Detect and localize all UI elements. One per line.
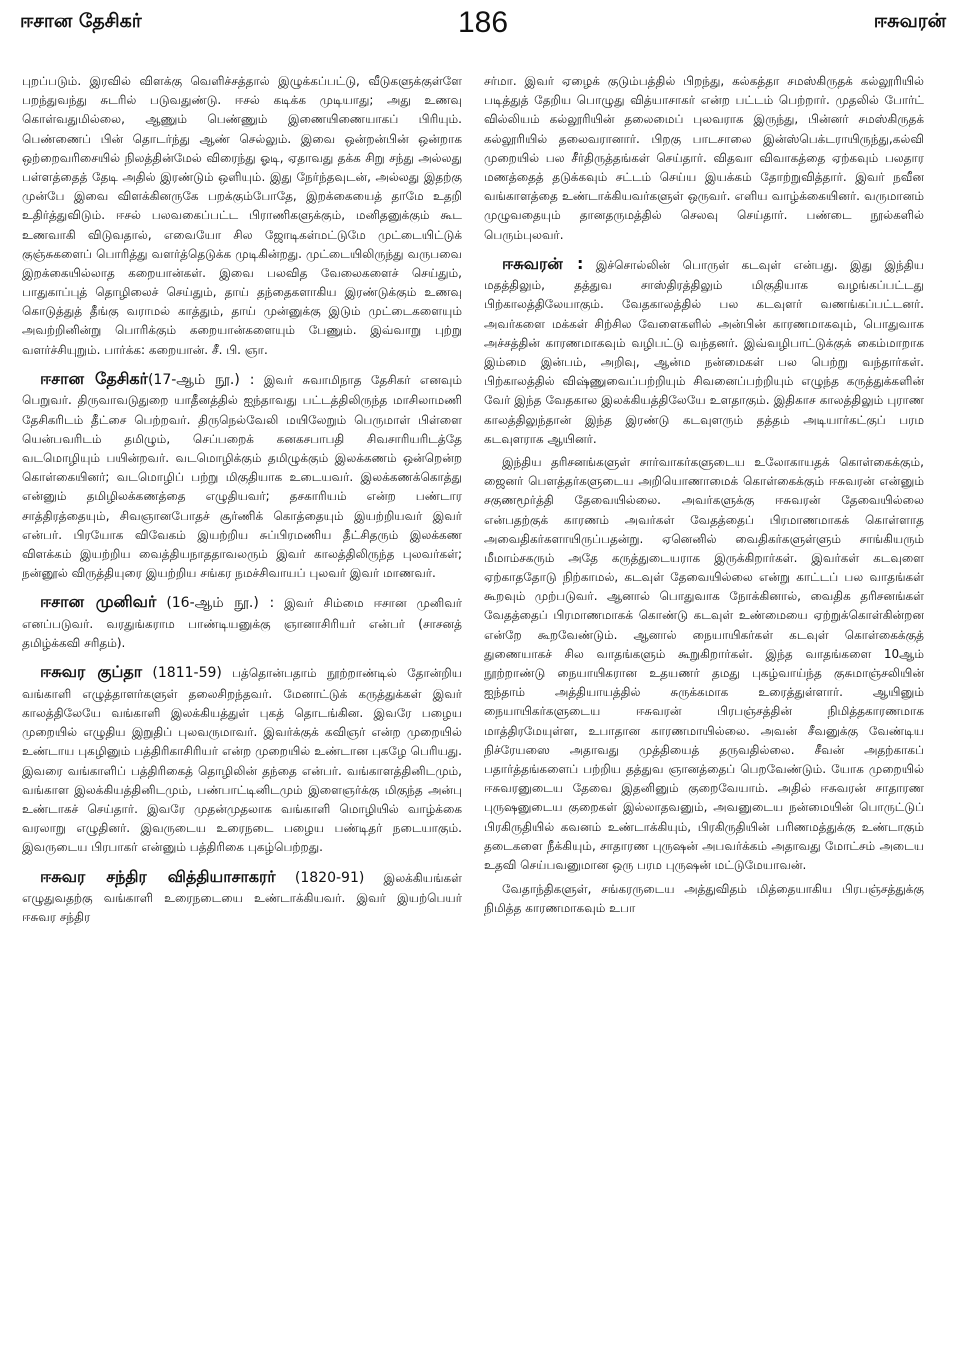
entry-headword: ஈசான முனிவர் xyxy=(40,592,157,612)
entry-headword: ஈசுவரன் : xyxy=(502,253,584,273)
right-column xyxy=(484,72,924,1357)
running-head-right: ஈசுவரன் xyxy=(873,10,946,32)
entry-date: (17-ஆம் நூ.) : xyxy=(147,371,255,388)
entry-isvara-chandra-vidyasagar xyxy=(22,864,462,928)
entry-isvara-gupta xyxy=(22,659,462,857)
entry-body: இச்சொல்லின் பொருள் கடவுள் என்பது. இது இந்திய மதத்திலும், தத்துவ சாஸ்திரத்திலும் மிகுதியாக வழங்கப்பட்டது பிற்காலத்திலேயாகும். வேதகாலத்தில் பல கடவுளர் வணங்கப்பட்டனர். அவர்களை மக்கள் சிற்சில வேளைகளில் அன்பின் காரணமாகவும், பொதுவாக அச்சத்தின் காரணமாகவும் வழிபட்டு வந்தனர். இவ்வழிபாட்டுக்குக் கைம்மாறாக இம்மை இன்பம், அறிவு, ஆன்ம நன்மைகள் பல பெற்று வந்தார்கள். பிற்காலத்தில் விஷ்ணுவைப்பற்றியும் சிவனைப்பற்றியும் எழுந்த கருத்துக்களின் வேர் இந்த வேதகால இலக்கியத்திலேயே உளதாகும். இதிகாச காலத்திலும் புராண காலத்திலுந்தான் இந்த இரண்டு கடவுளரும் தத்தம் அடியார்கட்குப் பரம கடவுளராக ஆயினர். xyxy=(484,257,924,446)
entry-date: (16-ஆம் நூ.) : xyxy=(166,595,275,612)
continued-paragraph: புறப்படும். இரவில் விளக்கு வெளிச்சத்தால் இழுக்கப்பட்டு, வீடுகளுக்குள்ளே பறந்துவந்து சுடரில் படுவதுண்டு. ஈசல் கடிக்க முடியாது; அது உணவு கொள்வதுமில்லை, ஆணும் பெண்ணும் இணையிணையாகப் பிரியும். பெண்ணைப் பின் தொடர்ந்து ஆண் செல்லும். இவை ஒன்றன்பின் ஒன்றாக ஒற்றைவரிசையில் நிலத்தின்மேல் விரைந்து ஓடி, ஏதாவது தக்க சிறு சந்து அல்லது பள்ளத்தைத் தேடி அதில் இரண்டும் ஒளியும். இது நேர்ந்தவுடன், அல்லது இதற்கு முன்பே இவை விளக்கினருகே பறக்கும்போதே, இறக்கையைத் தாமே உதறி உதிர்த்துவிடும். ஈசல் பலவகைப்பட்ட பிராணிகளுக்கும், மனிதனுக்கும் கூட உணவாகி விடுவதால், எவையோ சில ஜோடிகள்மட்டுமே முட்டையிட்டுக் குஞ்சுகளைப் பொரித்து வளர்த்தெடுக்க முடிகின்றது. முட்டையிலிருந்து வருபவை இறக்கையில்லாத கறையான்கள். இவை பலவித வேலைகளைச் செய்தும், பாதுகாப்புத் தொழிலைச் செய்தும், தாய் தந்தைகளாகிய இரண்டுக்கும் உணவு கொடுத்துத் தீங்கு வராமல் காத்தும், தாய் முன்னுக்கு இடும் முட்டைகளையும் அவற்றினின்று பொரிக்கும் கறையான்களையும் பேணும். இவ்வாறு புற்று வளர்ச்சியுறும். பார்க்க: கறையான். சீ. பி. ஞா. xyxy=(22,74,462,357)
page-header xyxy=(20,6,946,46)
entry-body: இவர் சிம்மை ஈசான முனிவர் எனப்படுவர். வரதுங்கராம பாண்டியனுக்கு ஞானாசிரியர் என்பர் (சாசனத் தமிழ்க்கவி சரிதம்). xyxy=(22,596,462,651)
entry-headword: ஈசுவர குப்தா xyxy=(40,662,143,682)
entry-date: (1811-59) xyxy=(152,665,222,682)
body-paragraph: வேதாந்திகளுள், சங்கரருடைய அத்துவிதம் மித்தையாகிய பிரபஞ்சத்துக்கு நிமித்த காரணமாகவும் உபா xyxy=(484,882,924,916)
entry-body: பத்தொன்பதாம் நூற்றாண்டில் தோன்றிய வங்காளி எழுத்தாளர்களுள் தலைசிறந்தவர். மேனாட்டுக் கருத்துக்கள் இவர் காலத்திலேயே வங்காளி இலக்கியத்துள் புகத் தொடங்கின. இவரே பழைய முறையில் எழுதிய இறுதிப் புலவருமாவர். இவர்க்குக் கவிஞர் என்ற முறையில் உண்டாய புகழினும் பத்திரிகாசிரியர் என்ற முறையில் உண்டான புகழே பெரியது. இவரை வங்காளிப் பத்திரிகைத் தொழிலின் தந்தை என்பர். வங்காளத்தினிடமும், வங்காள இலக்கியத்தினிடமும், பண்பாட்டினிடமும் இளைஞர்க்கு மிகுந்த அன்பு உண்டாகச் செய்தார். இவரே முதன்முதலாக வங்காளி மொழியில் வாழ்க்கை வரலாறு எழுதினர். இவருடைய உரைநடை பழைய பண்டிதர் நடையாகும். இவருடைய பிரபாகர் என்னும் பத்திரிகை புகழ்பெற்றது. xyxy=(22,666,462,855)
entry-body: இலக்கியங்கள் எழுதுவதற்கு வங்காளி உரைநடையை உண்டாக்கியவர். இவர் இயற்பெயர் ஈசுவர சந்திர xyxy=(22,870,462,925)
entry-isana-munivar xyxy=(22,589,462,653)
page-number: 186 xyxy=(457,6,509,39)
entry-isana-desikar xyxy=(22,366,462,583)
entry-headword: ஈசான தேசிகர் xyxy=(40,368,148,388)
body-paragraph: இந்திய தரிசனங்களுள் சார்வாகர்களுடைய உலோகாயதக் கொள்கைக்கும், ஜைனர் பௌத்தர்களுடைய அறியொணாமைக் கொள்கைக்கும் ஈசுவரன் என்னும் சகுணமூர்த்தி தேவையில்லை. அவர்களுக்கு ஈசுவரன் தேவையில்லை என்பதற்குக் காரணம் அவர்கள் வேதத்தைப் பிரமாணமாகக் கொள்ளாத அவைதிகர்களாயிருப்பதன்று. ஏனெனில் வைதிகர்களுள்ளும் சாங்கியரும் மீமாம்சகரும் அதே கருத்துடையராக இருக்கிறார்கள். இவர்கள் கடவுளை ஏற்காததோடு நிற்காமல், கடவுள் தேவையில்லை என்று காட்டப் பல வாதங்கள் கூறவும் முற்படுவர். ஆனால் பொதுவாக நோக்கினால், வைதிக தரிசனங்கள் வேதத்தைப் பிரமாணமாகக் கொண்டு கடவுள் உண்மையை ஏற்றுக்கொள்கின்றன என்றே கூறவேண்டும். ஆனால் நையாயிகர்கள் கடவுள் கொள்கைக்குத் துணையாகச் சில வாதங்களும் கூறுகிறார்கள். இந்த வாதங்களை 10ஆம் நூற்றாண்டு நையாயிகரான உதயணர் தமது புகழ்வாய்ந்த குசுமாஞ்சலியின் ஐந்தாம் அத்தியாயத்தில் சுருக்கமாக உரைத்துள்ளார். ஆயினும் நையாயிகர்களுடைய ஈசுவரன் பிரபஞ்சத்தின் நிமித்தகாரணமாக மாத்திரமேயுள்ள, உபாதான காரணமாயில்லை. அவன் சீவனுக்கு வேண்டிய நிச்ரேயஸை அதாவது முத்தியைத் தருவதில்லை. சீவன் அதற்காகப் பதார்த்தங்களைப் பற்றிய தத்துவ ஞானத்தைப் பெறவேண்டும். யோக முறையில் ஈசுவரனுடைய தேவை இதனினும் குறைவேயாம். அதில் ஈசுவரன் சாதாரண புருஷனுடைய குறைகள் இல்லாதவனும், அவனுடைய நன்மையின் பொருட்டுப் பிரகிருதியில் கவனம் உண்டாக்கியும், பிரகிருதியின் பரிணமத்துக்கு உண்டாகும் தடைகளை நீக்கியும், சாதாரண புருஷன் அபவர்க்கம் அதாவது மோட்சம் அடைய உதவி செய்பவனுமான ஒரு பரம புருஷன் மட்டுமேயாவன். xyxy=(484,454,924,872)
entry-date: (1820-91) xyxy=(294,869,365,886)
running-head-left: ஈசான தேசிகர் xyxy=(20,10,142,32)
continued-paragraph: சர்மா. இவர் ஏழைக் குடும்பத்தில் பிறந்து, கல்கத்தா சமஸ்கிருதக் கல்லூரியில் படித்துத் தேறிய பொழுது வித்யாசாகர் என்ற பட்டம் பெற்றார். முதலில் போர்ட் வில்லியம் கல்லூரியின் தலைமைப் புலவராக இருந்து, பின்னர் சமஸ்கிருதக் கல்லூரியில் தலைவரானார். பிறகு பாடசாலை இன்ஸ்பெக்டராயிருந்து,கல்வி முறையில் பல சீர்திருத்தங்கள் செய்தார். விதவா விவாகத்தை ஏற்கவும் பலதார மணத்தைத் தடுக்கவும் சட்டம் செய்ய இயக்கம் தோற்றுவித்தார். இவர் நவீன வங்காளத்தை உண்டாக்கியவர்களுள் ஒருவர். எளிய வாழ்க்கையினர். வருமானம் முழுவதையும் தானதருமத்தில் செலவு செய்தார். பண்டை நூல்களில் பெரும்புலவர். xyxy=(484,74,924,242)
entry-headword: ஈசுவர சந்திர வித்தியாசாகரர் xyxy=(40,866,276,886)
left-column xyxy=(22,72,462,1357)
entry-isvaran xyxy=(484,251,924,449)
entry-body: இவர் சுவாமிநாத தேசிகர் எனவும் பெறுவர். திருவாவடுதுறை யாதீனத்தில் ஐந்தாவது பட்டத்திலிருந்த மாசிலாமணி தேசிகரிடம் தீட்சை பெற்றவர். திருநெல்வேலி மயிலேறும் பெருமாள் பிள்ளை யென்பவரிடம் தமிழும், செப்பறைக் கனகசபாபதி சிவசாரியரிடத்தே வடமொழியும் பயின்றவர். வடமொழிக்கும் தமிழுக்கும் இலக்கணம் ஒன்றென்ற கொள்கையினர்; வடமொழிப் பற்று மிகுதியாக உடையவர். இலக்கணக்கொத்து என்னும் தமிழிலக்கணத்தை எழுதியவர்; தசகாரியம் என்ற பண்டார சாத்திரத்தையும், சிவஞானபோதச் சூர்ணிக் கொத்தையும் இயற்றியவர் இவர் என்பர். பிரயோக விவேகம் இயற்றிய சுப்பிரமணிய தீட்சிதரும் இலக்கண விளக்கம் இயற்றிய வைத்தியநாததாவலரும் இவர் காலத்திலிருந்த புலவர்கள்; நன்னூல் விருத்தியுரை இயற்றிய சங்கர நமச்சிவாயப் புலவர் இவர் மாணவர். xyxy=(22,372,462,581)
